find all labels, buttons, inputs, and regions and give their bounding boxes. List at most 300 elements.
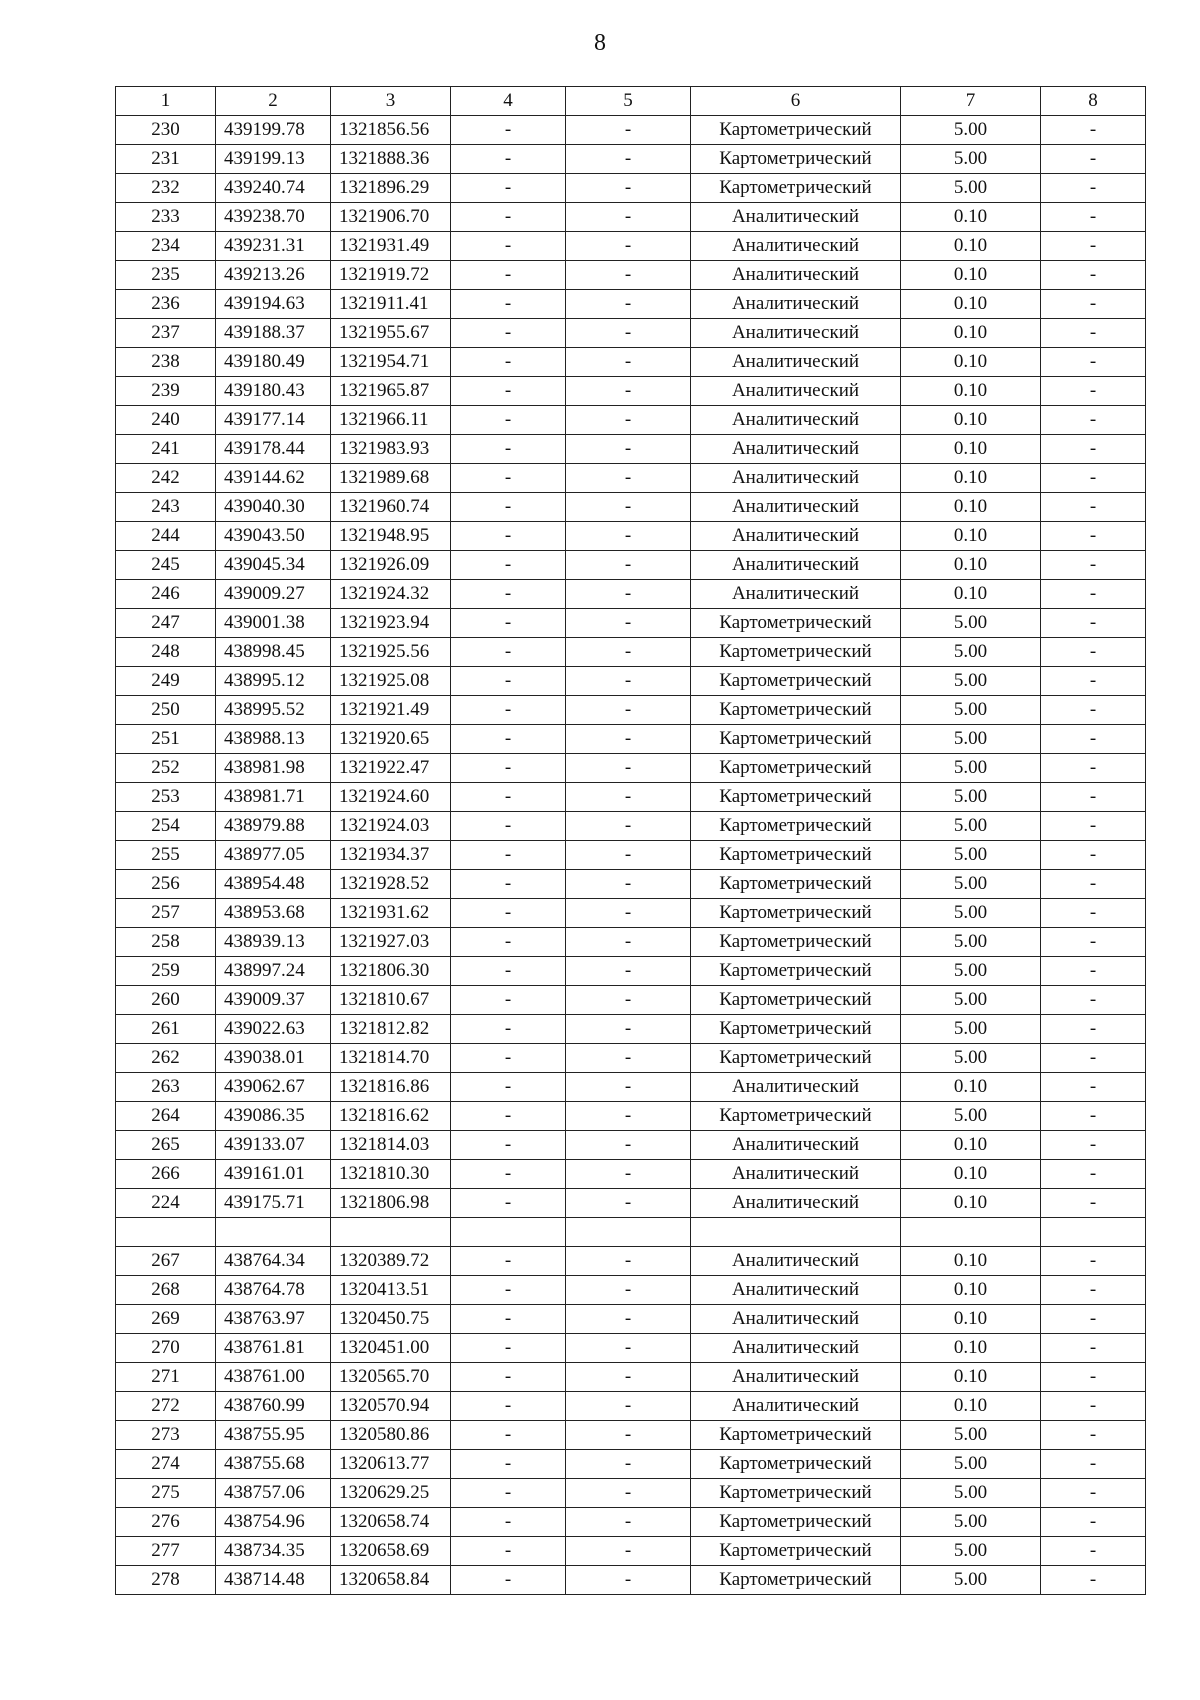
- precision-cell: 5.00: [901, 957, 1041, 986]
- point-number-cell: 278: [116, 1566, 216, 1595]
- method-cell: Аналитический: [691, 261, 901, 290]
- table-row: [116, 841, 1146, 870]
- method-cell: Картометрический: [691, 638, 901, 667]
- col8-value-cell: -: [1041, 696, 1146, 725]
- point-number-cell: 236: [116, 290, 216, 319]
- point-number-cell: 276: [116, 1508, 216, 1537]
- table-row: [116, 1392, 1146, 1421]
- method-cell: Картометрический: [691, 1479, 901, 1508]
- col4-value-cell: -: [451, 406, 566, 435]
- col5-value-cell: -: [566, 1102, 691, 1131]
- precision-cell: 5.00: [901, 870, 1041, 899]
- precision-cell: 0.10: [901, 1160, 1041, 1189]
- y-coordinate-cell: 1321928.52: [331, 870, 451, 899]
- col4-value-cell: -: [451, 493, 566, 522]
- col4-value-cell: -: [451, 551, 566, 580]
- col5-value-cell: -: [566, 1189, 691, 1218]
- col8-value-cell: -: [1041, 841, 1146, 870]
- point-number-cell: 233: [116, 203, 216, 232]
- y-coordinate-cell: 1321924.32: [331, 580, 451, 609]
- y-coordinate-cell: 1321810.67: [331, 986, 451, 1015]
- col5-value-cell: -: [566, 783, 691, 812]
- table-row: [116, 1247, 1146, 1276]
- col5-value-cell: -: [566, 1508, 691, 1537]
- y-coordinate-cell: 1321856.56: [331, 116, 451, 145]
- x-coordinate-cell: 439199.13: [216, 145, 331, 174]
- y-coordinate-cell: 1321925.08: [331, 667, 451, 696]
- col8-value-cell: -: [1041, 406, 1146, 435]
- y-coordinate-cell: 1321989.68: [331, 464, 451, 493]
- method-cell: Картометрический: [691, 145, 901, 174]
- col4-value-cell: -: [451, 377, 566, 406]
- point-number-cell: 253: [116, 783, 216, 812]
- column-header: 4: [451, 87, 566, 116]
- col8-value-cell: -: [1041, 1566, 1146, 1595]
- point-number-cell: 239: [116, 377, 216, 406]
- col8-value-cell: -: [1041, 1247, 1146, 1276]
- column-header: 8: [1041, 87, 1146, 116]
- table-row: [116, 406, 1146, 435]
- precision-cell: 0.10: [901, 406, 1041, 435]
- x-coordinate-cell: 438988.13: [216, 725, 331, 754]
- y-coordinate-cell: 1321920.65: [331, 725, 451, 754]
- col5-value-cell: -: [566, 348, 691, 377]
- col8-value-cell: -: [1041, 319, 1146, 348]
- x-coordinate-cell: 438760.99: [216, 1392, 331, 1421]
- y-coordinate-cell: 1321923.94: [331, 609, 451, 638]
- col4-value-cell: -: [451, 116, 566, 145]
- y-coordinate-cell: [331, 1218, 451, 1247]
- method-cell: Картометрический: [691, 1508, 901, 1537]
- y-coordinate-cell: 1321921.49: [331, 696, 451, 725]
- y-coordinate-cell: 1321948.95: [331, 522, 451, 551]
- point-number-cell: 250: [116, 696, 216, 725]
- col5-value-cell: -: [566, 957, 691, 986]
- x-coordinate-cell: 438997.24: [216, 957, 331, 986]
- col5-value-cell: -: [566, 435, 691, 464]
- x-coordinate-cell: 438953.68: [216, 899, 331, 928]
- method-cell: Картометрический: [691, 609, 901, 638]
- y-coordinate-cell: 1320580.86: [331, 1421, 451, 1450]
- table-row: [116, 667, 1146, 696]
- x-coordinate-cell: 438755.95: [216, 1421, 331, 1450]
- table-body: [116, 116, 1146, 1595]
- point-number-cell: 264: [116, 1102, 216, 1131]
- table-row: [116, 696, 1146, 725]
- col5-value-cell: -: [566, 116, 691, 145]
- y-coordinate-cell: 1321814.03: [331, 1131, 451, 1160]
- method-cell: Картометрический: [691, 754, 901, 783]
- precision-cell: 5.00: [901, 174, 1041, 203]
- table-row: [116, 261, 1146, 290]
- table-row: [116, 1566, 1146, 1595]
- table-row: [116, 638, 1146, 667]
- method-cell: Картометрический: [691, 1044, 901, 1073]
- col5-value-cell: -: [566, 1015, 691, 1044]
- col8-value-cell: -: [1041, 145, 1146, 174]
- x-coordinate-cell: 439009.27: [216, 580, 331, 609]
- point-number-cell: 256: [116, 870, 216, 899]
- x-coordinate-cell: 438979.88: [216, 812, 331, 841]
- col5-value-cell: -: [566, 319, 691, 348]
- method-cell: Картометрический: [691, 116, 901, 145]
- col8-value-cell: -: [1041, 957, 1146, 986]
- precision-cell: 0.10: [901, 1189, 1041, 1218]
- col5-value-cell: -: [566, 145, 691, 174]
- col5-value-cell: -: [566, 1276, 691, 1305]
- method-cell: Картометрический: [691, 725, 901, 754]
- col5-value-cell: -: [566, 870, 691, 899]
- col4-value-cell: -: [451, 986, 566, 1015]
- col4-value-cell: -: [451, 1363, 566, 1392]
- point-number-cell: 273: [116, 1421, 216, 1450]
- precision-cell: 5.00: [901, 1537, 1041, 1566]
- y-coordinate-cell: 1321924.60: [331, 783, 451, 812]
- table-row: [116, 174, 1146, 203]
- x-coordinate-cell: 439180.43: [216, 377, 331, 406]
- col5-value-cell: -: [566, 493, 691, 522]
- precision-cell: 5.00: [901, 145, 1041, 174]
- precision-cell: 5.00: [901, 1450, 1041, 1479]
- precision-cell: 5.00: [901, 609, 1041, 638]
- col4-value-cell: -: [451, 174, 566, 203]
- col4-value-cell: -: [451, 870, 566, 899]
- precision-cell: 0.10: [901, 1363, 1041, 1392]
- column-header: 3: [331, 87, 451, 116]
- y-coordinate-cell: 1321816.62: [331, 1102, 451, 1131]
- point-number-cell: 243: [116, 493, 216, 522]
- precision-cell: 5.00: [901, 116, 1041, 145]
- method-cell: Аналитический: [691, 464, 901, 493]
- table-row: [116, 348, 1146, 377]
- table-row: [116, 754, 1146, 783]
- coordinates-table: [115, 86, 1146, 1595]
- method-cell: Аналитический: [691, 1305, 901, 1334]
- method-cell: Картометрический: [691, 928, 901, 957]
- col4-value-cell: -: [451, 957, 566, 986]
- y-coordinate-cell: 1320389.72: [331, 1247, 451, 1276]
- col5-value-cell: -: [566, 261, 691, 290]
- point-number-cell: 237: [116, 319, 216, 348]
- x-coordinate-cell: 438754.96: [216, 1508, 331, 1537]
- col4-value-cell: -: [451, 899, 566, 928]
- x-coordinate-cell: 439238.70: [216, 203, 331, 232]
- method-cell: Аналитический: [691, 551, 901, 580]
- table-row: [116, 435, 1146, 464]
- col5-value-cell: -: [566, 203, 691, 232]
- point-number-cell: 266: [116, 1160, 216, 1189]
- point-number-cell: 277: [116, 1537, 216, 1566]
- col8-value-cell: -: [1041, 783, 1146, 812]
- col5-value-cell: -: [566, 377, 691, 406]
- col8-value-cell: -: [1041, 1450, 1146, 1479]
- precision-cell: 5.00: [901, 1044, 1041, 1073]
- col8-value-cell: -: [1041, 580, 1146, 609]
- method-cell: Аналитический: [691, 522, 901, 551]
- x-coordinate-cell: 439240.74: [216, 174, 331, 203]
- method-cell: Картометрический: [691, 696, 901, 725]
- col4-value-cell: -: [451, 1160, 566, 1189]
- table-row: [116, 986, 1146, 1015]
- col8-value-cell: -: [1041, 609, 1146, 638]
- col4-value-cell: -: [451, 638, 566, 667]
- method-cell: Аналитический: [691, 1334, 901, 1363]
- y-coordinate-cell: 1321965.87: [331, 377, 451, 406]
- y-coordinate-cell: 1320413.51: [331, 1276, 451, 1305]
- col8-value-cell: -: [1041, 232, 1146, 261]
- method-cell: Аналитический: [691, 203, 901, 232]
- col8-value-cell: -: [1041, 928, 1146, 957]
- precision-cell: 0.10: [901, 290, 1041, 319]
- col8-value-cell: -: [1041, 1305, 1146, 1334]
- col8-value-cell: -: [1041, 116, 1146, 145]
- col4-value-cell: -: [451, 1015, 566, 1044]
- table-row: [116, 899, 1146, 928]
- precision-cell: 5.00: [901, 638, 1041, 667]
- col8-value-cell: -: [1041, 261, 1146, 290]
- point-number-cell: 269: [116, 1305, 216, 1334]
- col4-value-cell: -: [451, 667, 566, 696]
- x-coordinate-cell: 439144.62: [216, 464, 331, 493]
- precision-cell: 0.10: [901, 1247, 1041, 1276]
- col5-value-cell: -: [566, 667, 691, 696]
- x-coordinate-cell: 439086.35: [216, 1102, 331, 1131]
- y-coordinate-cell: 1320613.77: [331, 1450, 451, 1479]
- table-row: [116, 1044, 1146, 1073]
- x-coordinate-cell: 439213.26: [216, 261, 331, 290]
- y-coordinate-cell: 1320570.94: [331, 1392, 451, 1421]
- x-coordinate-cell: 438977.05: [216, 841, 331, 870]
- col5-value-cell: -: [566, 1305, 691, 1334]
- col4-value-cell: -: [451, 1189, 566, 1218]
- col8-value-cell: -: [1041, 174, 1146, 203]
- col5-value-cell: -: [566, 1334, 691, 1363]
- col4-value-cell: -: [451, 1131, 566, 1160]
- col8-value-cell: -: [1041, 1334, 1146, 1363]
- y-coordinate-cell: 1321931.62: [331, 899, 451, 928]
- x-coordinate-cell: 439180.49: [216, 348, 331, 377]
- point-number-cell: 275: [116, 1479, 216, 1508]
- x-coordinate-cell: 439009.37: [216, 986, 331, 1015]
- x-coordinate-cell: 438998.45: [216, 638, 331, 667]
- y-coordinate-cell: 1321925.56: [331, 638, 451, 667]
- col4-value-cell: -: [451, 348, 566, 377]
- col8-value-cell: -: [1041, 493, 1146, 522]
- point-number-cell: 242: [116, 464, 216, 493]
- precision-cell: 0.10: [901, 261, 1041, 290]
- col5-value-cell: -: [566, 1421, 691, 1450]
- method-cell: Аналитический: [691, 290, 901, 319]
- col4-value-cell: -: [451, 1479, 566, 1508]
- col8-value-cell: -: [1041, 377, 1146, 406]
- y-coordinate-cell: 1321806.30: [331, 957, 451, 986]
- x-coordinate-cell: 438764.78: [216, 1276, 331, 1305]
- col5-value-cell: -: [566, 174, 691, 203]
- method-cell: Картометрический: [691, 841, 901, 870]
- x-coordinate-cell: 439040.30: [216, 493, 331, 522]
- precision-cell: 5.00: [901, 1102, 1041, 1131]
- x-coordinate-cell: 439178.44: [216, 435, 331, 464]
- x-coordinate-cell: 438995.12: [216, 667, 331, 696]
- col5-value-cell: -: [566, 841, 691, 870]
- point-number-cell: 234: [116, 232, 216, 261]
- method-cell: Аналитический: [691, 1160, 901, 1189]
- col8-value-cell: -: [1041, 435, 1146, 464]
- method-cell: Картометрический: [691, 1421, 901, 1450]
- col5-value-cell: -: [566, 522, 691, 551]
- precision-cell: 0.10: [901, 1392, 1041, 1421]
- x-coordinate-cell: 439043.50: [216, 522, 331, 551]
- precision-cell: 5.00: [901, 841, 1041, 870]
- col4-value-cell: -: [451, 783, 566, 812]
- precision-cell: [901, 1218, 1041, 1247]
- precision-cell: 0.10: [901, 1305, 1041, 1334]
- x-coordinate-cell: [216, 1218, 331, 1247]
- method-cell: Картометрический: [691, 899, 901, 928]
- x-coordinate-cell: 438764.34: [216, 1247, 331, 1276]
- col8-value-cell: -: [1041, 899, 1146, 928]
- col8-value-cell: -: [1041, 348, 1146, 377]
- col5-value-cell: -: [566, 1160, 691, 1189]
- col4-value-cell: -: [451, 522, 566, 551]
- table-row: [116, 1160, 1146, 1189]
- point-number-cell: 249: [116, 667, 216, 696]
- point-number-cell: 248: [116, 638, 216, 667]
- col4-value-cell: -: [451, 1421, 566, 1450]
- x-coordinate-cell: 439161.01: [216, 1160, 331, 1189]
- table-header-row: [116, 87, 1146, 116]
- y-coordinate-cell: 1321954.71: [331, 348, 451, 377]
- point-number-cell: 246: [116, 580, 216, 609]
- precision-cell: 5.00: [901, 899, 1041, 928]
- method-cell: Картометрический: [691, 1102, 901, 1131]
- precision-cell: 0.10: [901, 1073, 1041, 1102]
- method-cell: Картометрический: [691, 812, 901, 841]
- method-cell: Картометрический: [691, 1015, 901, 1044]
- col5-value-cell: -: [566, 609, 691, 638]
- col8-value-cell: -: [1041, 1363, 1146, 1392]
- point-number-cell: 240: [116, 406, 216, 435]
- precision-cell: 0.10: [901, 1131, 1041, 1160]
- col4-value-cell: -: [451, 435, 566, 464]
- page-number: 8: [594, 30, 606, 56]
- col8-value-cell: -: [1041, 203, 1146, 232]
- table-row: [116, 493, 1146, 522]
- precision-cell: 5.00: [901, 754, 1041, 783]
- y-coordinate-cell: 1321812.82: [331, 1015, 451, 1044]
- column-header: 5: [566, 87, 691, 116]
- x-coordinate-cell: 438954.48: [216, 870, 331, 899]
- precision-cell: 0.10: [901, 522, 1041, 551]
- table-row: [116, 551, 1146, 580]
- x-coordinate-cell: 439199.78: [216, 116, 331, 145]
- method-cell: Аналитический: [691, 1131, 901, 1160]
- x-coordinate-cell: 439045.34: [216, 551, 331, 580]
- x-coordinate-cell: 439038.01: [216, 1044, 331, 1073]
- precision-cell: 5.00: [901, 667, 1041, 696]
- table-row: [116, 1450, 1146, 1479]
- table-row: [116, 203, 1146, 232]
- col8-value-cell: -: [1041, 1421, 1146, 1450]
- precision-cell: 5.00: [901, 783, 1041, 812]
- method-cell: Аналитический: [691, 580, 901, 609]
- point-number-cell: 263: [116, 1073, 216, 1102]
- method-cell: Аналитический: [691, 232, 901, 261]
- col5-value-cell: -: [566, 1073, 691, 1102]
- col5-value-cell: -: [566, 1392, 691, 1421]
- point-number-cell: 258: [116, 928, 216, 957]
- col8-value-cell: -: [1041, 1508, 1146, 1537]
- col8-value-cell: -: [1041, 1160, 1146, 1189]
- precision-cell: 0.10: [901, 551, 1041, 580]
- precision-cell: 5.00: [901, 1566, 1041, 1595]
- y-coordinate-cell: 1321934.37: [331, 841, 451, 870]
- col4-value-cell: -: [451, 1566, 566, 1595]
- y-coordinate-cell: 1321806.98: [331, 1189, 451, 1218]
- col4-value-cell: -: [451, 928, 566, 957]
- col5-value-cell: -: [566, 1363, 691, 1392]
- x-coordinate-cell: 439022.63: [216, 1015, 331, 1044]
- col5-value-cell: -: [566, 464, 691, 493]
- col8-value-cell: -: [1041, 464, 1146, 493]
- point-number-cell: 257: [116, 899, 216, 928]
- table-row: [116, 522, 1146, 551]
- col4-value-cell: -: [451, 1044, 566, 1073]
- point-number-cell: 270: [116, 1334, 216, 1363]
- col4-value-cell: -: [451, 464, 566, 493]
- y-coordinate-cell: 1321960.74: [331, 493, 451, 522]
- table-row: [116, 609, 1146, 638]
- precision-cell: 0.10: [901, 493, 1041, 522]
- method-cell: Аналитический: [691, 377, 901, 406]
- col4-value-cell: -: [451, 1102, 566, 1131]
- col5-value-cell: -: [566, 899, 691, 928]
- precision-cell: 5.00: [901, 725, 1041, 754]
- col4-value-cell: -: [451, 725, 566, 754]
- x-coordinate-cell: 438757.06: [216, 1479, 331, 1508]
- method-cell: Аналитический: [691, 319, 901, 348]
- x-coordinate-cell: 438981.98: [216, 754, 331, 783]
- method-cell: Аналитический: [691, 406, 901, 435]
- method-cell: Картометрический: [691, 870, 901, 899]
- y-coordinate-cell: 1321810.30: [331, 1160, 451, 1189]
- col4-value-cell: -: [451, 841, 566, 870]
- table-row: [116, 1015, 1146, 1044]
- table-row: [116, 812, 1146, 841]
- y-coordinate-cell: 1320565.70: [331, 1363, 451, 1392]
- col8-value-cell: -: [1041, 1044, 1146, 1073]
- col8-value-cell: -: [1041, 1479, 1146, 1508]
- method-cell: Картометрический: [691, 957, 901, 986]
- col8-value-cell: -: [1041, 522, 1146, 551]
- col5-value-cell: -: [566, 986, 691, 1015]
- point-number-cell: 260: [116, 986, 216, 1015]
- point-number-cell: 241: [116, 435, 216, 464]
- col8-value-cell: -: [1041, 870, 1146, 899]
- col4-value-cell: -: [451, 290, 566, 319]
- y-coordinate-cell: 1320450.75: [331, 1305, 451, 1334]
- col4-value-cell: -: [451, 1450, 566, 1479]
- col4-value-cell: -: [451, 609, 566, 638]
- col5-value-cell: -: [566, 551, 691, 580]
- y-coordinate-cell: 1321926.09: [331, 551, 451, 580]
- table-row: [116, 1363, 1146, 1392]
- method-cell: Аналитический: [691, 1189, 901, 1218]
- col5-value-cell: -: [566, 1537, 691, 1566]
- table-row: [116, 1073, 1146, 1102]
- y-coordinate-cell: 1321966.11: [331, 406, 451, 435]
- table-row: [116, 957, 1146, 986]
